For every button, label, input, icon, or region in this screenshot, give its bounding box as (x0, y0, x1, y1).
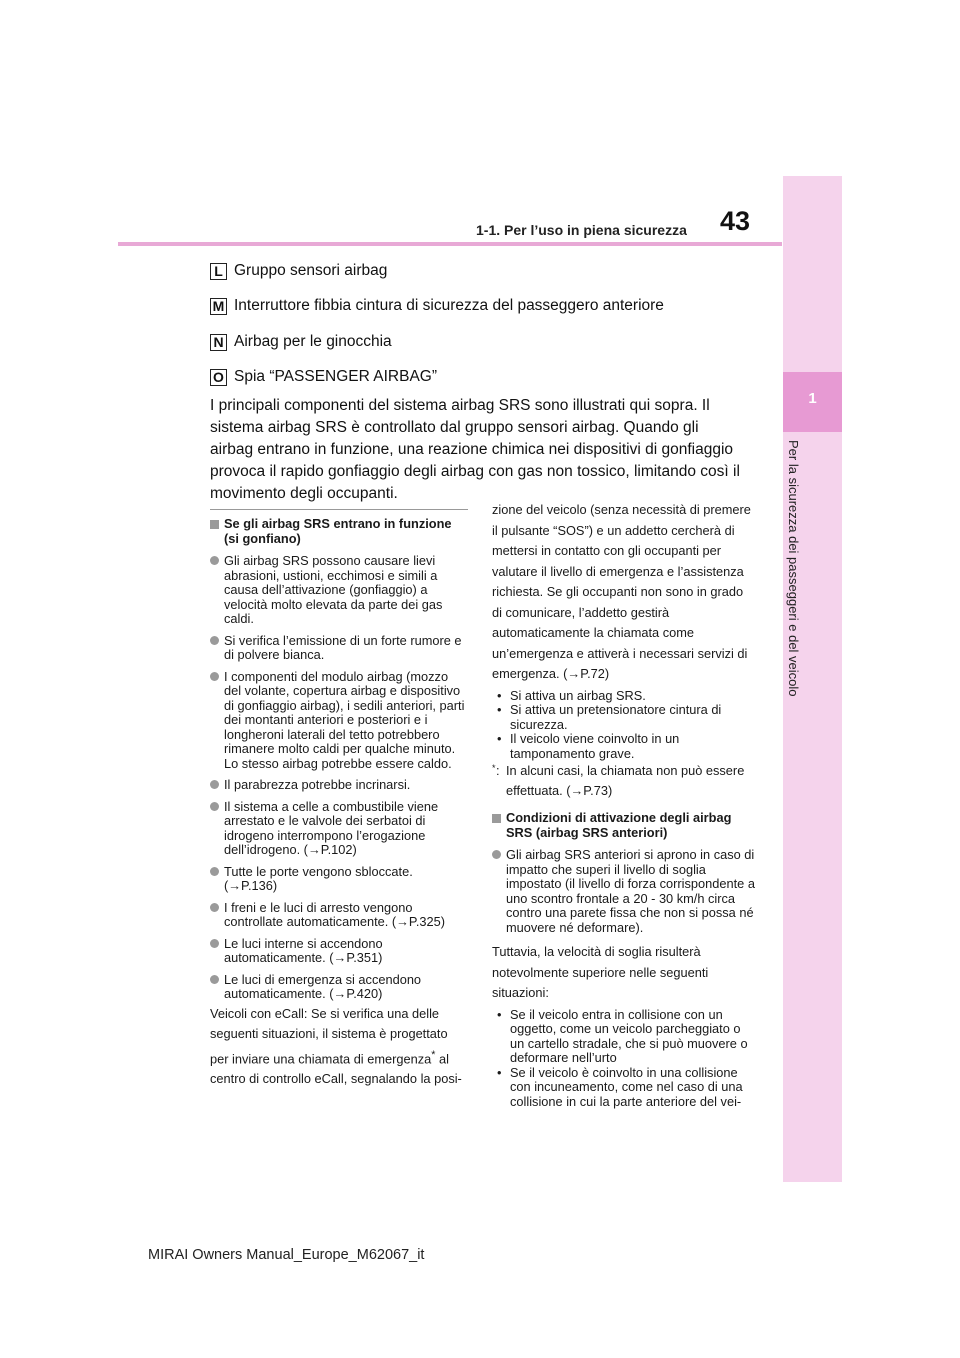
bullet-item: Gli airbag SRS possono causare lievi abrasioni, ustioni, ecchimosi e simili a causa dell’attivazione (gonfiaggio) a velocità molto elevata da parte dei gas caldi. (210, 554, 468, 627)
chapter-title: Per la sicurezza dei passeggeri e del veicolo (786, 440, 801, 697)
legend-item-o (210, 368, 437, 386)
condition-item: • Si attiva un airbag SRS. (492, 689, 756, 704)
legend-letter-box: M (210, 298, 227, 315)
bullet-item: Il sistema a celle a combustibile viene arrestato e le valvole dei serbatoi di idrogeno interrompono l’erogazione dell’idrogeno. (→P.102) (210, 800, 468, 858)
ecall-continuation: zione del veicolo (senza necessità di premere il pulsante “SOS”) e un addetto cercherà di mettersi in contatto con gli occupanti per valutare il livello di emergenza e l’assistenza richiesta. Se gli occupanti non sono in grado di comunicare, l’addetto gestirà automaticamente la chiamata come un’emergenza e attiverà i necessari servizi di emergenza. (→P.72) (492, 502, 751, 681)
bullet-item: Le luci di emergenza si accendono automaticamente. (→P.420) (210, 973, 468, 1002)
bullet-item: Le luci interne si accendono automaticamente. (→P.351) (210, 937, 468, 966)
legend-item-l (210, 262, 387, 280)
right-column (492, 500, 756, 1109)
footnote-mark: * (492, 763, 496, 773)
condition-item: • Si attiva un pretensionatore cintura di sicurezza. (492, 703, 756, 732)
ecall-text: Veicoli con eCall: Se si verifica una delle seguenti situazioni, il sistema è progettato per inviare una chiamata di emergenza (210, 1005, 448, 1066)
situation-item: • Se il veicolo entra in collisione con un oggetto, come un veicolo parcheggiato o un cartello stradale, che si può muovere o deformare nell’urto (492, 1008, 756, 1066)
legend-letter-box: N (210, 334, 227, 351)
section-heading: Se gli airbag SRS entrano in funzione (si gonfiano) (210, 517, 468, 546)
bullet-item: Il parabrezza potrebbe incrinarsi. (210, 778, 468, 793)
footnote-text: In alcuni casi, la chiamata non può essere effettuata. (→P.73) (506, 763, 745, 798)
bullet-item: I freni e le luci di arresto vengono controllate automaticamente. (→P.325) (210, 901, 468, 930)
footnote-mark: * (431, 1048, 436, 1061)
ecall-text-continued: al centro di controllo eCall, segnalando la posi- (210, 1050, 462, 1087)
ecall-paragraph (210, 1004, 468, 1090)
legend-item-m (210, 297, 664, 315)
intro-paragraph: I principali componenti del sistema airbag SRS sono illustrati qui sopra. Il sistema airbag SRS è controllato dal gruppo sensori airbag. Quando gli airbag entrano in funzione, una reazione chimica nei dispositivi di gonfiaggio provoca il rapido gonfiaggio degli airbag con gas non tossico, limitando così il movimento degli occupanti. (210, 397, 740, 502)
bullet-item: Gli airbag SRS anteriori si aprono in caso di impatto che superi il livello di soglia impostato (il livello di forza corrispondente a uno scontro frontale a 20 - 30 km/h circa contro una parete fissa che non si possa né muovere né deformare). (492, 848, 756, 935)
legend-text: Spia “PASSENGER AIRBAG” (234, 368, 437, 385)
legend-letter-box: L (210, 263, 227, 280)
footnote: * : In alcuni casi, la chiamata non può essere effettuata. (→P.73) (492, 761, 756, 801)
bullet-item: I componenti del modulo airbag (mozzo del volante, copertura airbag e dispositivo di gonfiaggio airbag), i sedili anteriori, parti dei montanti anteriori e posteriori e i longheroni laterali del tetto potrebbero rimanere molto caldi per qualche minuto. Lo stesso airbag potrebbe essere caldo. (210, 670, 468, 772)
legend-text: Interruttore fibbia cintura di sicurezza del passeggero anteriore (234, 297, 664, 314)
condition-item: • Il veicolo viene coinvolto in un tamponamento grave. (492, 732, 756, 761)
footer-text: MIRAI Owners Manual_Europe_M62067_it (148, 1247, 425, 1263)
bullet-item: Si verifica l’emissione di un forte rumore e di polvere bianca. (210, 634, 468, 663)
left-column (210, 514, 468, 1090)
legend-text: Gruppo sensori airbag (234, 262, 388, 279)
legend-item-n (210, 333, 392, 351)
body-paragraph: Tuttavia, la velocità di soglia risulterà notevolmente superiore nelle seguenti situazioni: (492, 944, 709, 1000)
legend-text: Airbag per le ginocchia (234, 333, 392, 350)
section-heading: Condizioni di attivazione degli airbag SRS (airbag SRS anteriori) (492, 811, 756, 840)
situation-item: • Se il veicolo è coinvolto in una collisione con incuneamento, come nel caso di una collisione in cui la parte anteriore del vei- (492, 1066, 756, 1110)
column-divider (210, 509, 468, 510)
chapter-number: 1 (808, 390, 817, 407)
section-title: 1-1. Per l’uso in piena sicurezza (476, 222, 687, 238)
page-number: 43 (720, 206, 751, 236)
header-rule (118, 242, 782, 246)
legend-letter-box: O (210, 369, 227, 386)
bullet-item: Tutte le porte vengono sbloccate. (→P.136) (210, 865, 468, 894)
